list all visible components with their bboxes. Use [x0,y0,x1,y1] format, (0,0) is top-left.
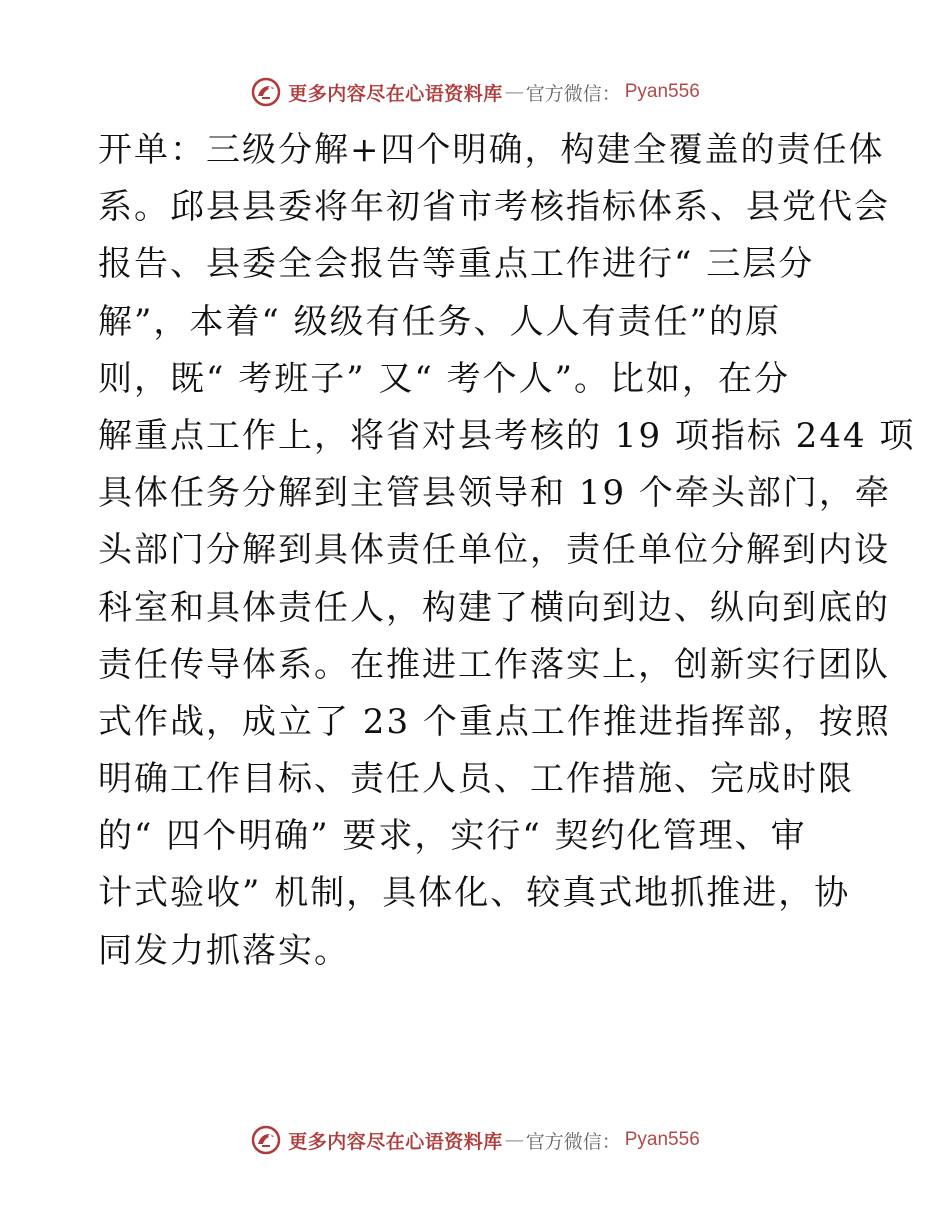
body-line: 则，既“ 考班子” 又“ 考个人”。比如，在分 [98,358,790,399]
body-line: 计式验收” 机制，具体化、较真式地抓推进，协 [98,873,851,914]
body-line: 解”，本着“ 级级有任务、人人有责任”的原 [98,301,781,342]
body-line: 明确工作目标、责任人员、工作措施、完成时限 [98,759,854,800]
body-line: 头部门分解到具体责任单位，责任单位分解到内设 [98,530,890,571]
body-line: 同发力抓落实。 [98,930,350,971]
watermark-wechat-id: Pyan556 [624,1129,700,1150]
watermark-brand: 更多内容尽在心语资料库 [288,1130,503,1153]
body-line: 科室和具体责任人，构建了横向到边、纵向到底的 [98,587,890,628]
body-line: 具体任务分解到主管县领导和 19 个牵头部门，牵 [98,473,891,514]
watermark-separator: — [504,1129,524,1151]
watermark-label: 官方微信： [525,82,621,105]
dragon-seal-icon [250,1124,282,1156]
watermark-wechat-id: Pyan556 [624,81,700,102]
body-line: 解重点工作上，将省对县考核的 19 项指标 244 项 [98,415,916,456]
body-line: 报告、县委全会报告等重点工作进行“ 三层分 [98,244,815,285]
watermark-brand: 更多内容尽在心语资料库 [288,82,503,105]
dragon-seal-icon [250,76,282,108]
body-line: 式作战，成立了 23 个重点工作推进指挥部，按照 [98,701,891,742]
header-watermark [0,72,950,112]
document-body [98,122,916,980]
body-line: 开单：三级分解+四个明确，构建全覆盖的责任体 [98,130,885,170]
body-line: 的“ 四个明确” 要求，实行“ 契约化管理、审 [98,816,807,857]
watermark-separator: — [504,81,524,103]
body-line: 责任传导体系。在推进工作落实上，创新实行团队 [98,644,890,685]
body-line: 系。邱县县委将年初省市考核指标体系、县党代会 [98,187,890,228]
watermark-label: 官方微信： [525,1130,621,1153]
footer-watermark [0,1120,950,1160]
